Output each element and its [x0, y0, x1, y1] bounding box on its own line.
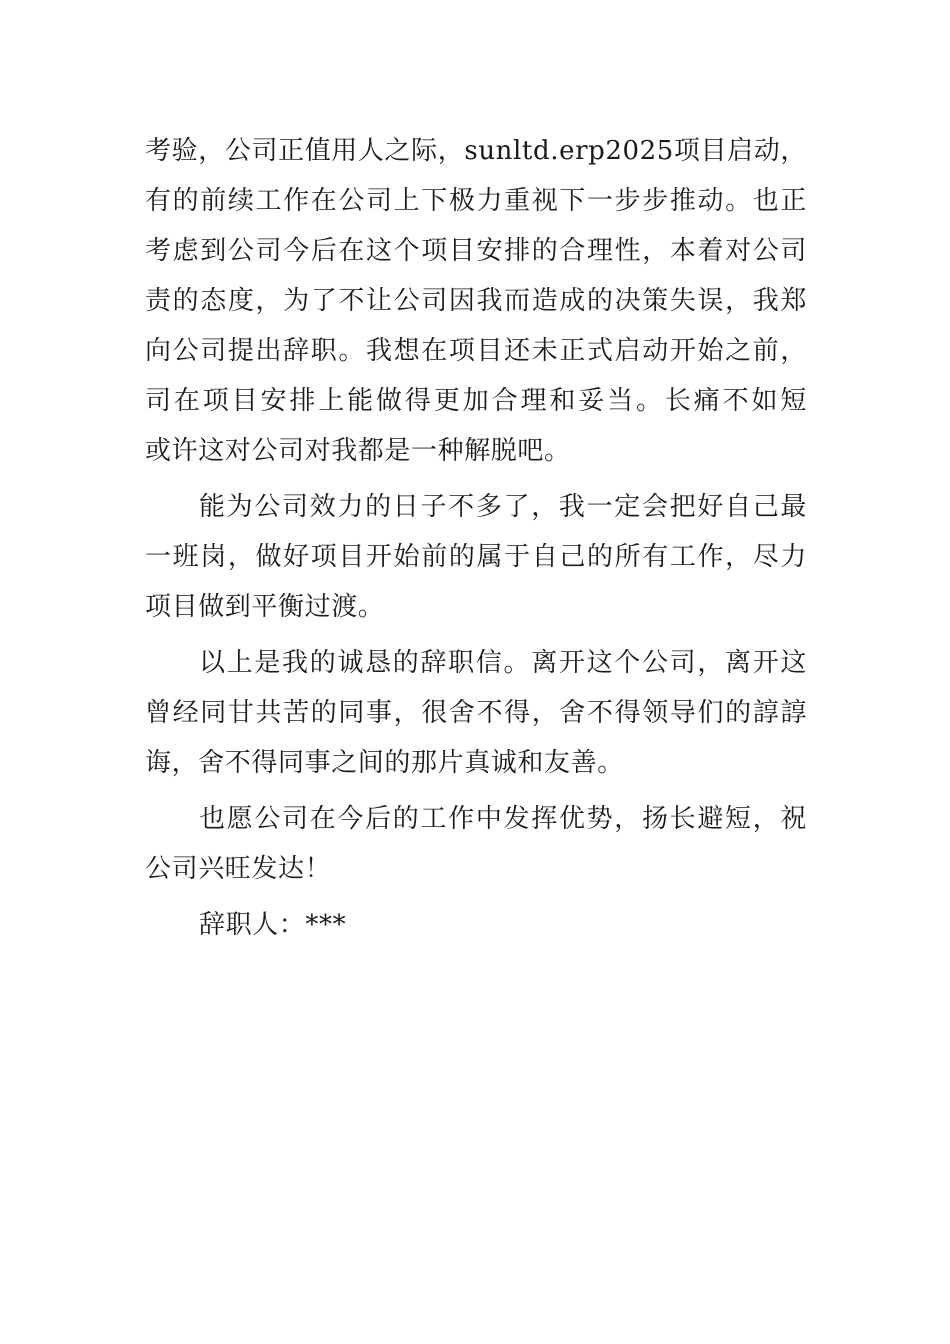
text-line: 诲，舍不得同事之间的那片真诚和友善。 [145, 748, 624, 778]
text-line: 司在项目安排上能做得更加合理和妥当。长痛不如短 [145, 386, 807, 416]
text-line: 项目做到平衡过渡。 [145, 592, 385, 622]
paragraph-project-context [145, 126, 807, 476]
paragraph-final-duty [145, 482, 807, 632]
text-line: 或许这对公司对我都是一种解脱吧。 [145, 436, 571, 466]
signature-text: 辞职人：*** [199, 910, 347, 940]
text-line: 以上是我的诚恳的辞职信。离开这个公司，离开这 [199, 648, 807, 678]
paragraph-blessing [145, 794, 807, 894]
text-line: 也愿公司在今后的工作中发挥优势，扬长避短，祝 [199, 804, 807, 834]
text-line: 曾经同甘共苦的同事，很舍不得，舍不得领导们的諄諄 [145, 698, 807, 728]
text-line: 考虑到公司今后在这个项目安排的合理性，本着对公司 [145, 236, 807, 266]
text-line: 有的前续工作在公司上下极力重视下一步步推动。也正 [145, 186, 807, 216]
text-line: 能为公司效力的日子不多了，我一定会把好自己最 [199, 492, 807, 522]
text-line: 向公司提出辞职。我想在项目还未正式启动开始之前， [145, 336, 807, 366]
text-line: 一班岗，做好项目开始前的属于自己的所有工作，尽力 [145, 542, 807, 572]
text-line: 考验，公司正值用人之际，sunltd.erp2025项目启动， [145, 136, 807, 166]
text-line: 责的态度，为了不让公司因我而造成的决策失误，我郑 [145, 286, 807, 316]
paragraph-farewell [145, 638, 807, 788]
text-line: 公司兴旺发达！ [145, 854, 332, 884]
letter-body [145, 126, 807, 950]
signature-line [145, 900, 807, 950]
